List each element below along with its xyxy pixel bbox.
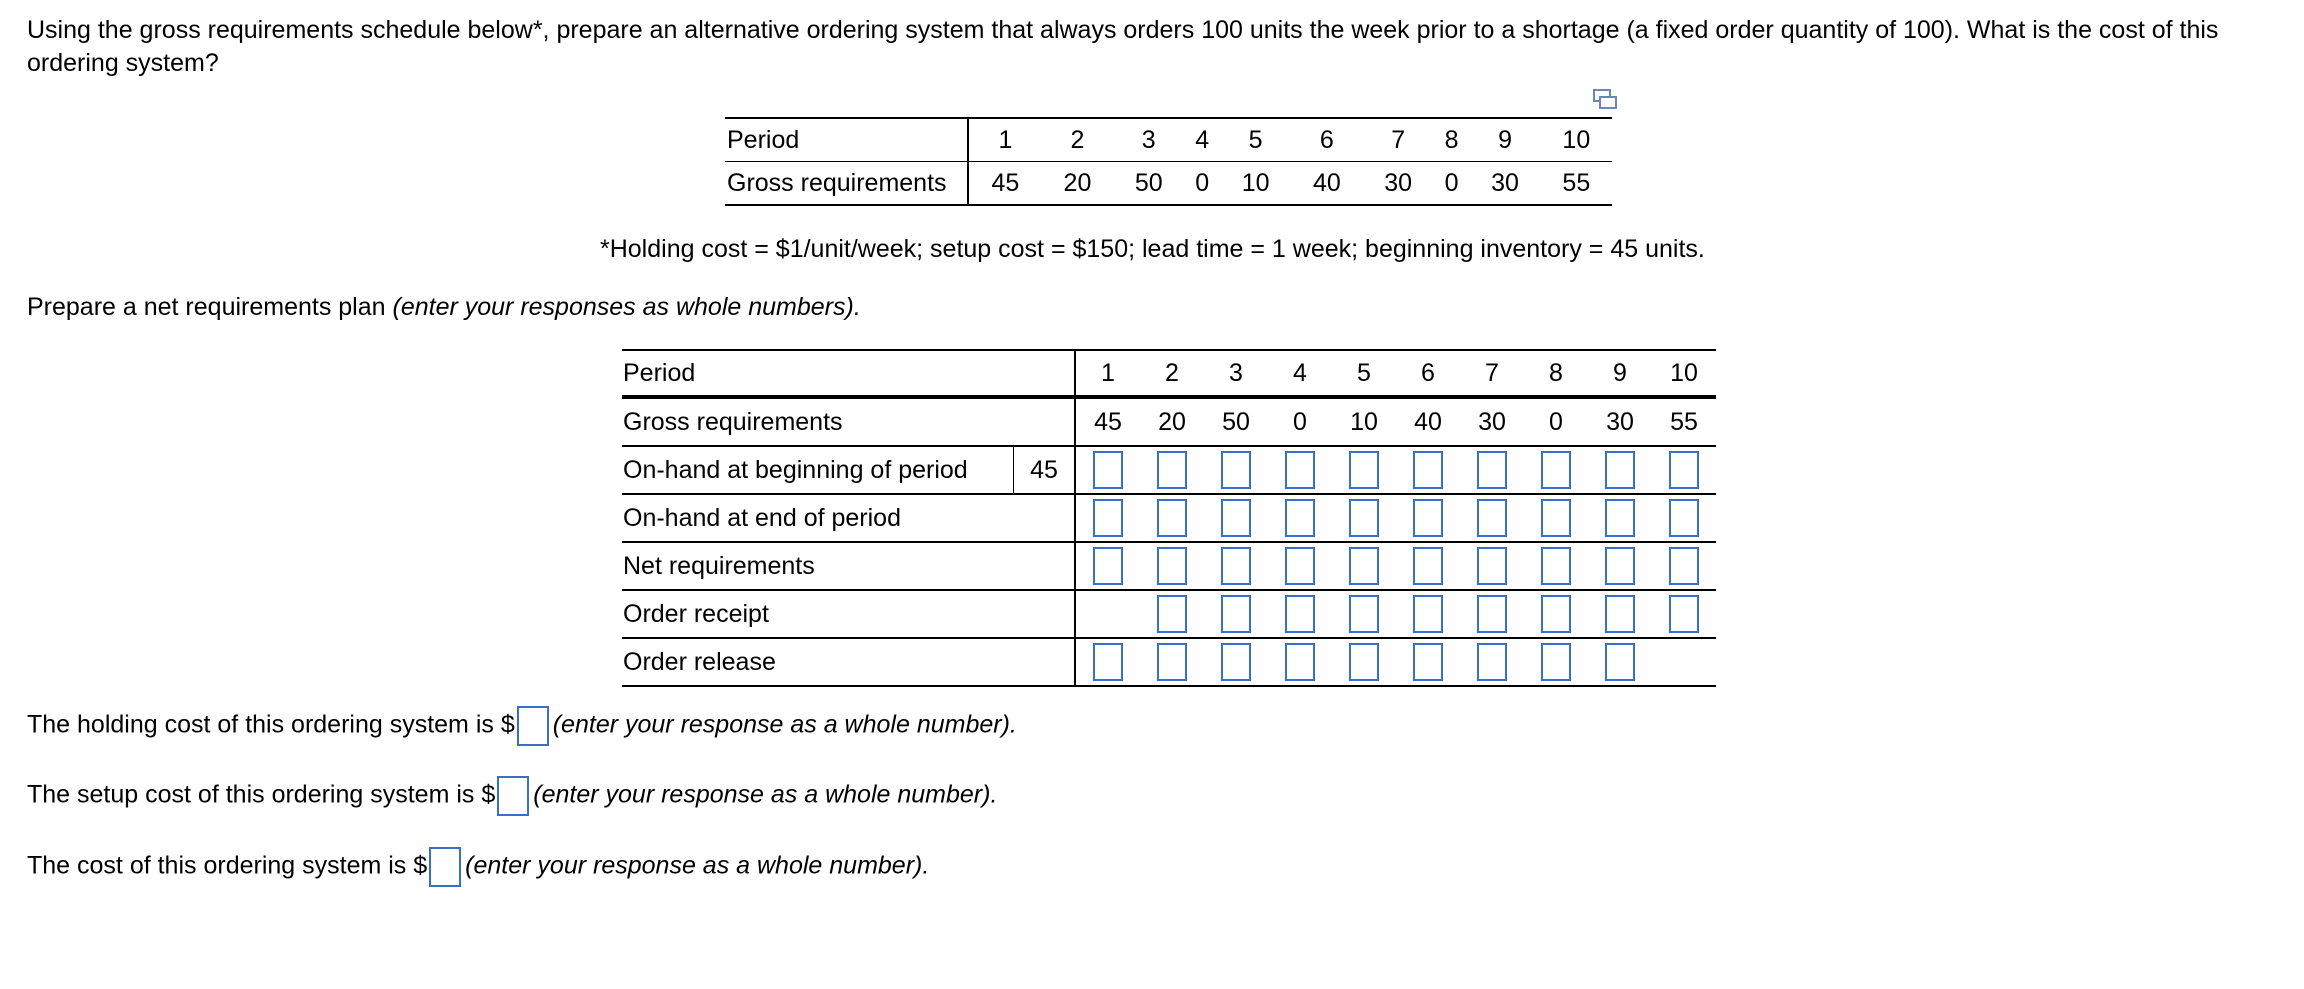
schedule-period-cell: 10 [1541, 118, 1612, 162]
plan-period-cell: 5 [1332, 350, 1396, 397]
plan-gross-cell: 55 [1652, 397, 1716, 446]
plan-gross-row [622, 397, 1716, 446]
onhand-begin-input[interactable] [1541, 451, 1571, 489]
setup-cost-text: The setup cost of this ordering system is $ [27, 780, 496, 809]
schedule-gross-cell: 50 [1113, 162, 1184, 206]
onhand-end-input[interactable] [1221, 499, 1251, 537]
plan-gross-cell: 50 [1204, 397, 1268, 446]
order-receipt-input[interactable] [1157, 595, 1187, 633]
schedule-period-cell: 1 [968, 118, 1042, 162]
net-requirement-input[interactable] [1541, 547, 1571, 585]
schedule-period-cell: 6 [1291, 118, 1362, 162]
total-cost-text: The cost of this ordering system is $ [27, 851, 428, 880]
plan-gross-cell: 40 [1396, 397, 1460, 446]
schedule-period-cell: 4 [1184, 118, 1220, 162]
plan-net-label: Net requirements [622, 542, 1075, 590]
schedule-gross-cell: 55 [1541, 162, 1612, 206]
onhand-begin-input[interactable] [1669, 451, 1699, 489]
schedule-gross-cell: 0 [1184, 162, 1220, 206]
order-release-input[interactable] [1605, 643, 1635, 681]
plan-period-cell: 10 [1652, 350, 1716, 397]
net-requirement-input[interactable] [1413, 547, 1443, 585]
schedule-gross-label: Gross requirements [725, 162, 968, 206]
order-release-input[interactable] [1413, 643, 1443, 681]
plan-gross-label: Gross requirements [622, 397, 1075, 446]
plan-gross-cell: 30 [1588, 397, 1652, 446]
plan-period-cell: 2 [1140, 350, 1204, 397]
schedule-period-cell: 2 [1042, 118, 1113, 162]
setup-cost-hint: (enter your response as a whole number). [533, 780, 998, 809]
total-cost-input[interactable] [429, 847, 461, 887]
plan-gross-cell: 30 [1460, 397, 1524, 446]
holding-cost-text: The holding cost of this ordering system is $ [27, 710, 515, 739]
schedule-period-cell: 3 [1113, 118, 1184, 162]
copy-table-icon[interactable] [1592, 88, 1618, 112]
order-release-input[interactable] [1477, 643, 1507, 681]
setup-cost-input[interactable] [497, 776, 529, 816]
prepare-instruction [27, 293, 861, 322]
plan-onhand-end-row [622, 494, 1716, 542]
net-requirement-input[interactable] [1285, 547, 1315, 585]
onhand-begin-input[interactable] [1477, 451, 1507, 489]
order-receipt-input[interactable] [1285, 595, 1315, 633]
plan-period-cell: 1 [1075, 350, 1140, 397]
receipt-empty-cell [1075, 590, 1140, 638]
order-receipt-input[interactable] [1413, 595, 1443, 633]
schedule-gross-cell: 30 [1469, 162, 1540, 206]
schedule-gross-cell: 30 [1363, 162, 1434, 206]
onhand-end-input[interactable] [1413, 499, 1443, 537]
plan-net-row [622, 542, 1716, 590]
cost-footnote: *Holding cost = $1/unit/week; setup cost = $150; lead time = 1 week; beginning inventory = 45 units. [600, 235, 1705, 263]
order-receipt-input[interactable] [1541, 595, 1571, 633]
onhand-begin-input[interactable] [1093, 451, 1123, 489]
plan-period-cell: 3 [1204, 350, 1268, 397]
net-requirement-input[interactable] [1669, 547, 1699, 585]
plan-gross-cell: 20 [1140, 397, 1204, 446]
schedule-gross-cell: 10 [1220, 162, 1291, 206]
onhand-end-input[interactable] [1477, 499, 1507, 537]
schedule-period-cell: 9 [1469, 118, 1540, 162]
plan-onhand-begin-row [622, 446, 1716, 494]
plan-period-label: Period [622, 350, 1075, 397]
onhand-begin-input[interactable] [1157, 451, 1187, 489]
net-requirement-input[interactable] [1605, 547, 1635, 585]
order-receipt-input[interactable] [1477, 595, 1507, 633]
plan-release-label: Order release [622, 638, 1075, 686]
holding-cost-hint: (enter your response as a whole number). [552, 710, 1017, 739]
holding-cost-input[interactable] [517, 706, 549, 746]
plan-receipt-label: Order receipt [622, 590, 1075, 638]
order-receipt-input[interactable] [1349, 595, 1379, 633]
total-cost-hint: (enter your response as a whole number). [465, 851, 930, 880]
plan-onhand-begin-label: On-hand at beginning of period [622, 446, 1014, 494]
net-requirement-input[interactable] [1093, 547, 1123, 585]
onhand-begin-input[interactable] [1285, 451, 1315, 489]
plan-period-cell: 6 [1396, 350, 1460, 397]
plan-period-row [622, 350, 1716, 397]
onhand-end-input[interactable] [1093, 499, 1123, 537]
onhand-begin-input[interactable] [1413, 451, 1443, 489]
plan-gross-cell: 10 [1332, 397, 1396, 446]
schedule-gross-cell: 0 [1434, 162, 1470, 206]
order-release-input[interactable] [1349, 643, 1379, 681]
schedule-period-cell: 5 [1220, 118, 1291, 162]
net-requirement-input[interactable] [1349, 547, 1379, 585]
schedule-period-row [725, 118, 1612, 162]
net-requirement-input[interactable] [1157, 547, 1187, 585]
net-requirement-input[interactable] [1221, 547, 1251, 585]
onhand-begin-input[interactable] [1349, 451, 1379, 489]
plan-receipt-row [622, 590, 1716, 638]
order-release-input[interactable] [1157, 643, 1187, 681]
order-release-input[interactable] [1093, 643, 1123, 681]
schedule-period-label: Period [725, 118, 968, 162]
schedule-gross-cell: 40 [1291, 162, 1362, 206]
order-receipt-input[interactable] [1221, 595, 1251, 633]
question-text: Using the gross requirements schedule below*, prepare an alternative ordering system that always orders 100 units the week prior to a shortage (a fixed order quantity of 100). What is the cost of this ordering system? [27, 16, 2219, 77]
order-release-input[interactable] [1221, 643, 1251, 681]
plan-period-cell: 4 [1268, 350, 1332, 397]
onhand-end-input[interactable] [1157, 499, 1187, 537]
onhand-end-input[interactable] [1605, 499, 1635, 537]
plan-gross-cell: 45 [1075, 397, 1140, 446]
plan-onhand-end-label: On-hand at end of period [622, 494, 1075, 542]
plan-release-row [622, 638, 1716, 686]
net-requirements-plan [622, 349, 1716, 687]
order-receipt-input[interactable] [1669, 595, 1699, 633]
order-release-input[interactable] [1541, 643, 1571, 681]
setup-cost-line [27, 776, 997, 816]
onhand-begin-input[interactable] [1221, 451, 1251, 489]
schedule-period-cell: 7 [1363, 118, 1434, 162]
onhand-end-input[interactable] [1349, 499, 1379, 537]
order-release-input[interactable] [1285, 643, 1315, 681]
onhand-end-input[interactable] [1285, 499, 1315, 537]
order-receipt-input[interactable] [1605, 595, 1635, 633]
onhand-begin-input[interactable] [1605, 451, 1635, 489]
net-requirement-input[interactable] [1477, 547, 1507, 585]
plan-onhand-begin-initial: 45 [1014, 446, 1076, 494]
schedule-period-cell: 8 [1434, 118, 1470, 162]
holding-cost-line [27, 706, 1017, 746]
schedule-gross-cell: 20 [1042, 162, 1113, 206]
total-cost-line [27, 847, 929, 887]
plan-gross-cell: 0 [1524, 397, 1588, 446]
plan-gross-cell: 0 [1268, 397, 1332, 446]
prepare-hint: (enter your responses as whole numbers). [392, 293, 861, 321]
release-empty-cell [1652, 638, 1716, 686]
prepare-text: Prepare a net requirements plan [27, 293, 393, 321]
schedule-gross-row [725, 162, 1612, 206]
gross-requirements-schedule [725, 117, 1612, 206]
plan-period-cell: 9 [1588, 350, 1652, 397]
schedule-gross-cell: 45 [968, 162, 1042, 206]
plan-period-cell: 7 [1460, 350, 1524, 397]
onhand-end-input[interactable] [1541, 499, 1571, 537]
onhand-end-input[interactable] [1669, 499, 1699, 537]
plan-period-cell: 8 [1524, 350, 1588, 397]
